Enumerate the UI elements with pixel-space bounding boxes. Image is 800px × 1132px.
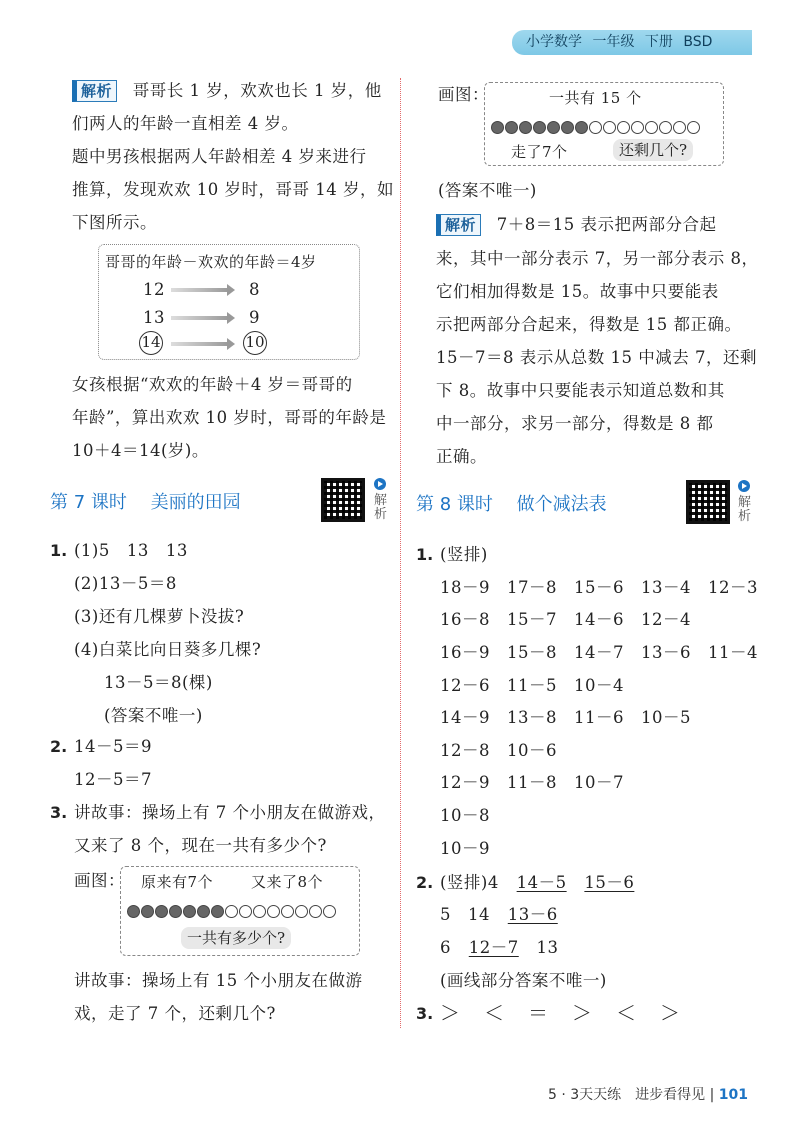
- empty-circle: [323, 905, 336, 918]
- circle-row: [127, 901, 337, 920]
- answer-text: (竖排)4: [440, 873, 499, 892]
- empty-circle: [253, 905, 266, 918]
- analysis-text: 示把两部分合起来，得数是 15 都正确。: [436, 315, 742, 334]
- answer-text: 13: [536, 938, 559, 957]
- circle-row: [491, 117, 701, 136]
- answer-note: (答案不唯一): [104, 706, 203, 725]
- right-analysis-block: [436, 214, 717, 236]
- jiexi-badge: 解析: [436, 214, 481, 236]
- analysis-text: 题中男孩根据两人年龄相差 4 岁来进行: [72, 147, 367, 166]
- empty-circle: [589, 121, 602, 134]
- empty-circle: [631, 121, 644, 134]
- age-diagram-box: [98, 244, 360, 360]
- filled-circle: [505, 121, 518, 134]
- draw-box-7-plus-8: [120, 866, 360, 956]
- empty-circle: [645, 121, 658, 134]
- page-footer: [548, 1084, 748, 1104]
- filled-circle: [169, 905, 182, 918]
- answer-text: 14－5＝9: [74, 737, 152, 756]
- story-text: 讲故事：操场上有 15 个小朋友在做游: [74, 971, 363, 990]
- answer-note: (答案不唯一): [438, 181, 537, 200]
- age-row-b-circled: 10: [243, 331, 267, 355]
- arrow-right-icon: [171, 316, 229, 320]
- filled-circle: [141, 905, 154, 918]
- answer-text: 13－5＝8(棵): [104, 673, 213, 692]
- analysis-text: 中一部分，求另一部分，得数是 8 都: [436, 414, 714, 433]
- footer-brand: 5 · 3天天练 进步看得见 |: [548, 1087, 715, 1103]
- filled-circle: [575, 121, 588, 134]
- play-icon[interactable]: [738, 480, 750, 492]
- analysis-text: 10＋4＝14(岁)。: [72, 441, 209, 460]
- answer-text: (1)5 13 13: [74, 541, 188, 560]
- analysis-text: 哥哥长 1 岁，欢欢也长 1 岁，他: [132, 81, 382, 100]
- q2-row-2: [440, 904, 558, 926]
- subtraction-row: 14－9 13－8 11－6 10－5: [440, 708, 691, 727]
- empty-circle: [295, 905, 308, 918]
- underlined-answer: 14－5: [516, 873, 567, 892]
- answer-text: 12－5＝7: [74, 770, 152, 789]
- question-number: 1.: [50, 541, 68, 560]
- filled-circle: [127, 905, 140, 918]
- column-divider: [400, 78, 401, 1028]
- header-volume: 下册: [644, 34, 673, 50]
- analysis-text: 15－7＝8 表示从总数 15 中减去 7，还剩: [436, 348, 757, 367]
- header-grade: 一年级: [592, 34, 635, 50]
- filled-circle: [533, 121, 546, 134]
- filled-circle: [491, 121, 504, 134]
- age-row-b: 8: [249, 280, 260, 299]
- filled-circle: [561, 121, 574, 134]
- lesson-title: 美丽的田园: [150, 492, 241, 513]
- lesson-label: 第 8 课时: [416, 494, 493, 515]
- analysis-text: 下 8。故事中只要能表示知道总数和其: [436, 381, 725, 400]
- subtraction-row: 12－9 11－8 10－7: [440, 773, 624, 792]
- filled-circle: [519, 121, 532, 134]
- draw-left-label: 走了7个: [511, 143, 568, 161]
- empty-circle: [617, 121, 630, 134]
- age-diagram-title: 哥哥的年龄－欢欢的年龄＝4岁: [105, 253, 317, 271]
- draw-left-label: 原来有7个: [141, 873, 214, 891]
- q2-row-1: [440, 872, 634, 894]
- empty-circle: [673, 121, 686, 134]
- page-number: 101: [718, 1087, 749, 1103]
- age-row-b: 9: [249, 308, 260, 327]
- empty-circle: [281, 905, 294, 918]
- answer-head: (竖排): [440, 545, 488, 564]
- question-number: 3.: [50, 803, 68, 822]
- answer-text: (4)白菜比向日葵多几棵?: [74, 640, 262, 659]
- remaining-question-pill: 还剩几个?: [613, 139, 693, 161]
- answer-text: 5 14: [440, 905, 490, 924]
- answer-text: 6: [440, 938, 451, 957]
- question-number: 2.: [416, 873, 434, 892]
- filled-circle: [211, 905, 224, 918]
- header-subject: 小学数学: [526, 34, 582, 50]
- filled-circle: [547, 121, 560, 134]
- q2-row-3: [440, 937, 559, 959]
- empty-circle: [659, 121, 672, 134]
- left-analysis-block: [72, 80, 382, 102]
- underlined-answer: 13－6: [507, 905, 558, 924]
- analysis-text: 年龄”，算出欢欢 10 岁时，哥哥的年龄是: [72, 408, 387, 427]
- subtraction-row: 16－9 15－8 14－7 13－6 11－4: [440, 643, 758, 662]
- lesson-label: 第 7 课时: [50, 492, 127, 513]
- header-edition: BSD: [683, 34, 713, 50]
- lesson-8-heading: [416, 490, 607, 516]
- subtraction-row: 16－8 15－7 14－6 12－4: [440, 610, 691, 629]
- question-number: 3.: [416, 1004, 434, 1023]
- underlined-answer: 15－6: [584, 873, 635, 892]
- lesson-title: 做个减法表: [516, 494, 607, 515]
- draw-box-15-minus-7: [484, 82, 724, 166]
- age-row-a-circled: 14: [139, 331, 163, 355]
- draw-label: 画图：: [438, 85, 489, 104]
- empty-circle: [267, 905, 280, 918]
- age-row-a: 13: [143, 308, 165, 327]
- empty-circle: [309, 905, 322, 918]
- answer-text: (3)还有几棵萝卜没拔?: [74, 607, 245, 626]
- empty-circle: [687, 121, 700, 134]
- filled-circle: [155, 905, 168, 918]
- jiexi-badge: 解析: [72, 80, 117, 102]
- qr-code-icon[interactable]: [321, 478, 365, 522]
- story-text: 又来了 8 个，现在一共有多少个?: [74, 836, 327, 855]
- underlined-answer: 12－7: [468, 938, 519, 957]
- analysis-text: 7＋8＝15 表示把两部分合起: [496, 215, 717, 234]
- analysis-text: 女孩根据“欢欢的年龄＋4 岁＝哥哥的: [72, 375, 353, 394]
- question-number: 1.: [416, 545, 434, 564]
- total-question-pill: 一共有多少个?: [181, 927, 291, 949]
- empty-circle: [225, 905, 238, 918]
- subtraction-row: 10－9: [440, 839, 490, 858]
- answer-text: (2)13－5＝8: [74, 574, 177, 593]
- analysis-text: 正确。: [436, 447, 487, 466]
- answer-note: (画线部分答案不唯一): [440, 971, 607, 990]
- arrow-right-icon: [171, 342, 229, 346]
- draw-right-label: 又来了8个: [251, 873, 324, 891]
- qr-code-icon[interactable]: [686, 480, 730, 524]
- story-text: 讲故事：操场上有 7 个小朋友在做游戏，: [74, 803, 386, 822]
- analysis-text: 它们相加得数是 15。故事中只要能表: [436, 282, 719, 301]
- draw-top-label: 一共有 15 个: [549, 89, 642, 107]
- age-row-a: 12: [143, 280, 165, 299]
- analysis-text: 下图所示。: [72, 213, 157, 232]
- filled-circle: [197, 905, 210, 918]
- subtraction-row: 12－6 11－5 10－4: [440, 676, 624, 695]
- subtraction-row: 18－9 17－8 15－6 13－4 12－3: [440, 578, 758, 597]
- analysis-text: 们两人的年龄一直相差 4 岁。: [72, 114, 299, 133]
- qr-label: 解析: [374, 493, 388, 522]
- header-tab: [512, 30, 752, 55]
- arrow-right-icon: [171, 288, 229, 292]
- empty-circle: [239, 905, 252, 918]
- subtraction-row: 12－8 10－6: [440, 741, 557, 760]
- lesson-7-heading: [50, 488, 241, 514]
- draw-label: 画图：: [74, 871, 125, 890]
- play-icon[interactable]: [374, 478, 386, 490]
- empty-circle: [603, 121, 616, 134]
- question-number: 2.: [50, 737, 68, 756]
- analysis-text: 来，其中一部分表示 7，另一部分表示 8，: [436, 249, 759, 268]
- subtraction-row: 10－8: [440, 806, 490, 825]
- analysis-text: 推算，发现欢欢 10 岁时，哥哥 14 岁，如: [72, 180, 394, 199]
- story-text: 戏，走了 7 个，还剩几个?: [74, 1004, 276, 1023]
- qr-label: 解析: [738, 495, 752, 524]
- filled-circle: [183, 905, 196, 918]
- comparison-answers: ＞ ＜ ＝ ＞ ＜ ＞: [440, 1001, 682, 1025]
